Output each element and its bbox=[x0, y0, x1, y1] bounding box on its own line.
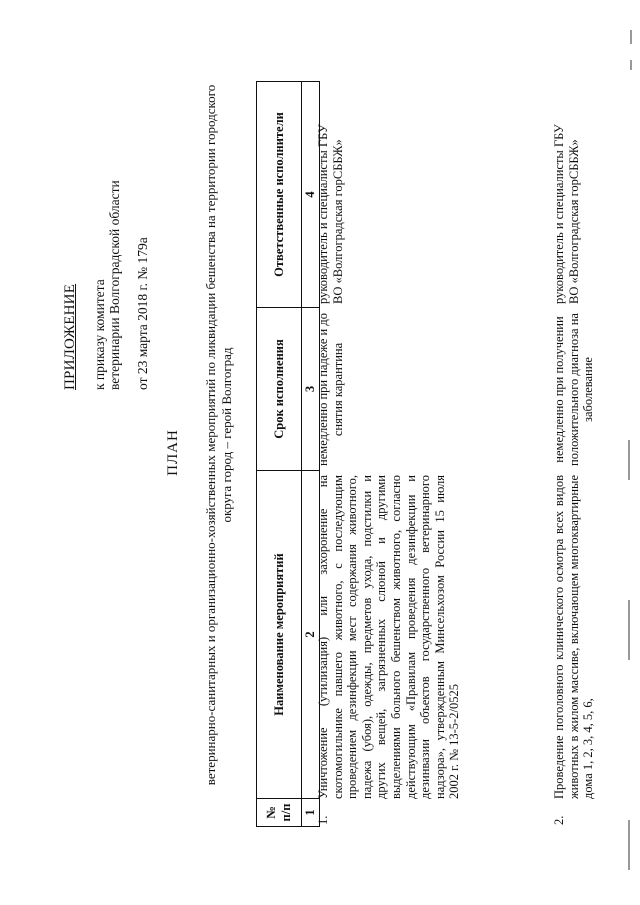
appendix-date: от 23 марта 2018 г. № 179а bbox=[135, 237, 150, 390]
header-number: № п/п bbox=[257, 799, 302, 827]
plan-subtitle-line-2: округа город – герой Волгоград bbox=[219, 347, 234, 523]
table-header-row bbox=[257, 82, 302, 827]
appendix-title: ПРИЛОЖЕНИЕ bbox=[62, 283, 78, 390]
row-term: немедленно при получении положительного диагноза на заболевание bbox=[552, 313, 596, 466]
column-number-1: 1 bbox=[302, 799, 320, 827]
row-responsible: руководитель и специалисты ГБУ ВО «Волгоградская горСББЖ» bbox=[552, 124, 581, 304]
column-number-2: 2 bbox=[302, 471, 320, 799]
column-number-4: 4 bbox=[302, 82, 320, 308]
row-event: Уничтожение (утилизация) или захоронение на скотомогильнике павшего животного, с последующим проведением дезинфекции мест содержания животного, падежа (убоя), одежды, предметов ухода, подстилки и других вещей, загрязненных слюной и другими выделениями больного бешенством животного, согласно действующим «Правилам проведения дезинфекции и дезинвазии объектов государственного ветеринарного надзора», утвержденным Минсельхозом России 15 июля 2002 г. № 13-5-2/0525 bbox=[316, 475, 462, 799]
scan-edge-marks bbox=[622, 0, 640, 905]
row-index: 1. bbox=[316, 815, 330, 825]
plan-title: ПЛАН bbox=[165, 429, 181, 476]
plan-table-header bbox=[256, 81, 320, 827]
appendix-line-2: ветеринарии Волгоградской области bbox=[107, 180, 122, 390]
row-event: Проведение поголовного клинического осмотра всех видов животных в жилом массиве, включающем многоквартирные дома 1, 2, 3, 4, 5, 6, bbox=[552, 475, 596, 799]
row-term: немедленно при падеже и до снятия карантина bbox=[316, 313, 345, 466]
column-number-3: 3 bbox=[302, 308, 320, 471]
appendix-line-1: к приказу комитета bbox=[92, 279, 107, 390]
header-event: Наименование мероприятий bbox=[257, 471, 302, 799]
plan-subtitle-line-1: ветеринарно-санитарных и организационно-хозяйственных мероприятий по ликвидации бешенства на территории городского bbox=[203, 84, 218, 786]
header-responsible: Ответственные исполнители bbox=[257, 82, 302, 308]
row-index: 2. bbox=[552, 815, 566, 825]
header-term: Срок исполнения bbox=[257, 308, 302, 471]
row-responsible: руководитель и специалисты ГБУ ВО «Волгоградская горСББЖ» bbox=[316, 124, 345, 304]
